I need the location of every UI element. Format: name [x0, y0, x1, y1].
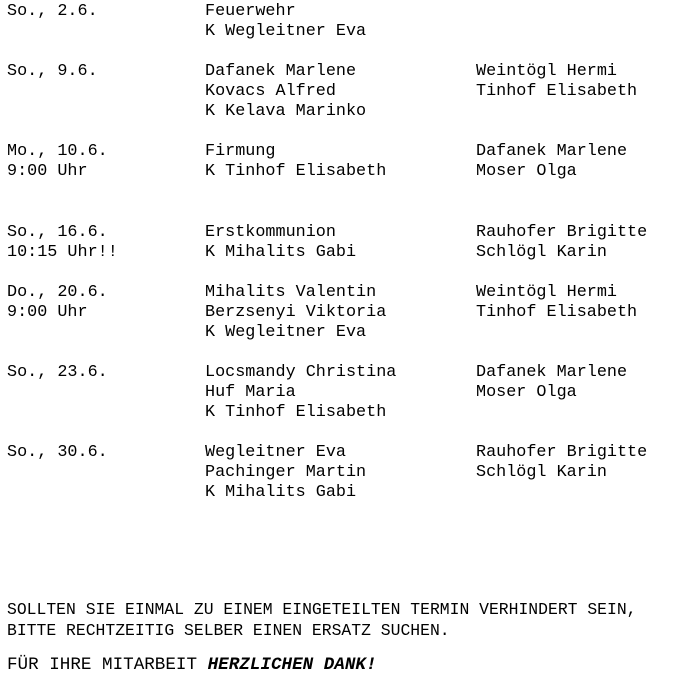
thanks-line [7, 654, 377, 676]
entry-date: So., 23.6. [7, 363, 108, 382]
thanks-emphasis: HERZLICHEN DANK! [207, 655, 377, 675]
entry-assignee: Huf Maria [205, 383, 296, 402]
thanks-prefix: FÜR IHRE MITARBEIT [7, 655, 208, 675]
entry-date: So., 2.6. [7, 2, 98, 21]
entry-assignee: Dafanek Marlene [205, 62, 357, 81]
entry-helper: Dafanek Marlene [476, 142, 628, 161]
entry-helper: Tinhof Elisabeth [476, 303, 638, 322]
entry-helper: Schlögl Karin [476, 243, 607, 262]
entry-helper: Moser Olga [476, 162, 577, 181]
entry-assignee: Kovacs Alfred [205, 82, 336, 101]
entry-time: 10:15 Uhr!! [7, 243, 118, 262]
entry-time: 9:00 Uhr [7, 162, 88, 181]
entry-assignee: Feuerwehr [205, 2, 296, 21]
entry-assignee: K Wegleitner Eva [205, 323, 367, 342]
notice-line-2: BITTE RECHTZEITIG SELBER EINEN ERSATZ SUCHEN. [7, 621, 450, 640]
entry-helper: Rauhofer Brigitte [476, 443, 648, 462]
entry-date: Mo., 10.6. [7, 142, 108, 161]
entry-helper: Weintögl Hermi [476, 62, 617, 81]
entry-date: Do., 20.6. [7, 283, 108, 302]
entry-assignee: Berzsenyi Viktoria [205, 303, 387, 322]
entry-assignee: K Tinhof Elisabeth [205, 403, 387, 422]
entry-assignee: Wegleitner Eva [205, 443, 346, 462]
entry-helper: Weintögl Hermi [476, 283, 617, 302]
notice-line-1: SOLLTEN SIE EINMAL ZU EINEM EINGETEILTEN TERMIN VERHINDERT SEIN, [7, 600, 637, 619]
entry-helper: Rauhofer Brigitte [476, 223, 648, 242]
entry-assignee: K Wegleitner Eva [205, 22, 367, 41]
entry-helper: Schlögl Karin [476, 463, 607, 482]
entry-assignee: K Tinhof Elisabeth [205, 162, 387, 181]
entry-date: So., 9.6. [7, 62, 98, 81]
entry-helper: Moser Olga [476, 383, 577, 402]
entry-assignee: K Mihalits Gabi [205, 483, 357, 502]
entry-date: So., 16.6. [7, 223, 108, 242]
entry-assignee: Firmung [205, 142, 276, 161]
entry-assignee: Mihalits Valentin [205, 283, 377, 302]
entry-assignee: Pachinger Martin [205, 463, 367, 482]
entry-helper: Dafanek Marlene [476, 363, 628, 382]
entry-time: 9:00 Uhr [7, 303, 88, 322]
entry-assignee: K Kelava Marinko [205, 102, 367, 121]
entry-date: So., 30.6. [7, 443, 108, 462]
entry-assignee: K Mihalits Gabi [205, 243, 357, 262]
entry-helper: Tinhof Elisabeth [476, 82, 638, 101]
entry-assignee: Erstkommunion [205, 223, 336, 242]
entry-assignee: Locsmandy Christina [205, 363, 397, 382]
